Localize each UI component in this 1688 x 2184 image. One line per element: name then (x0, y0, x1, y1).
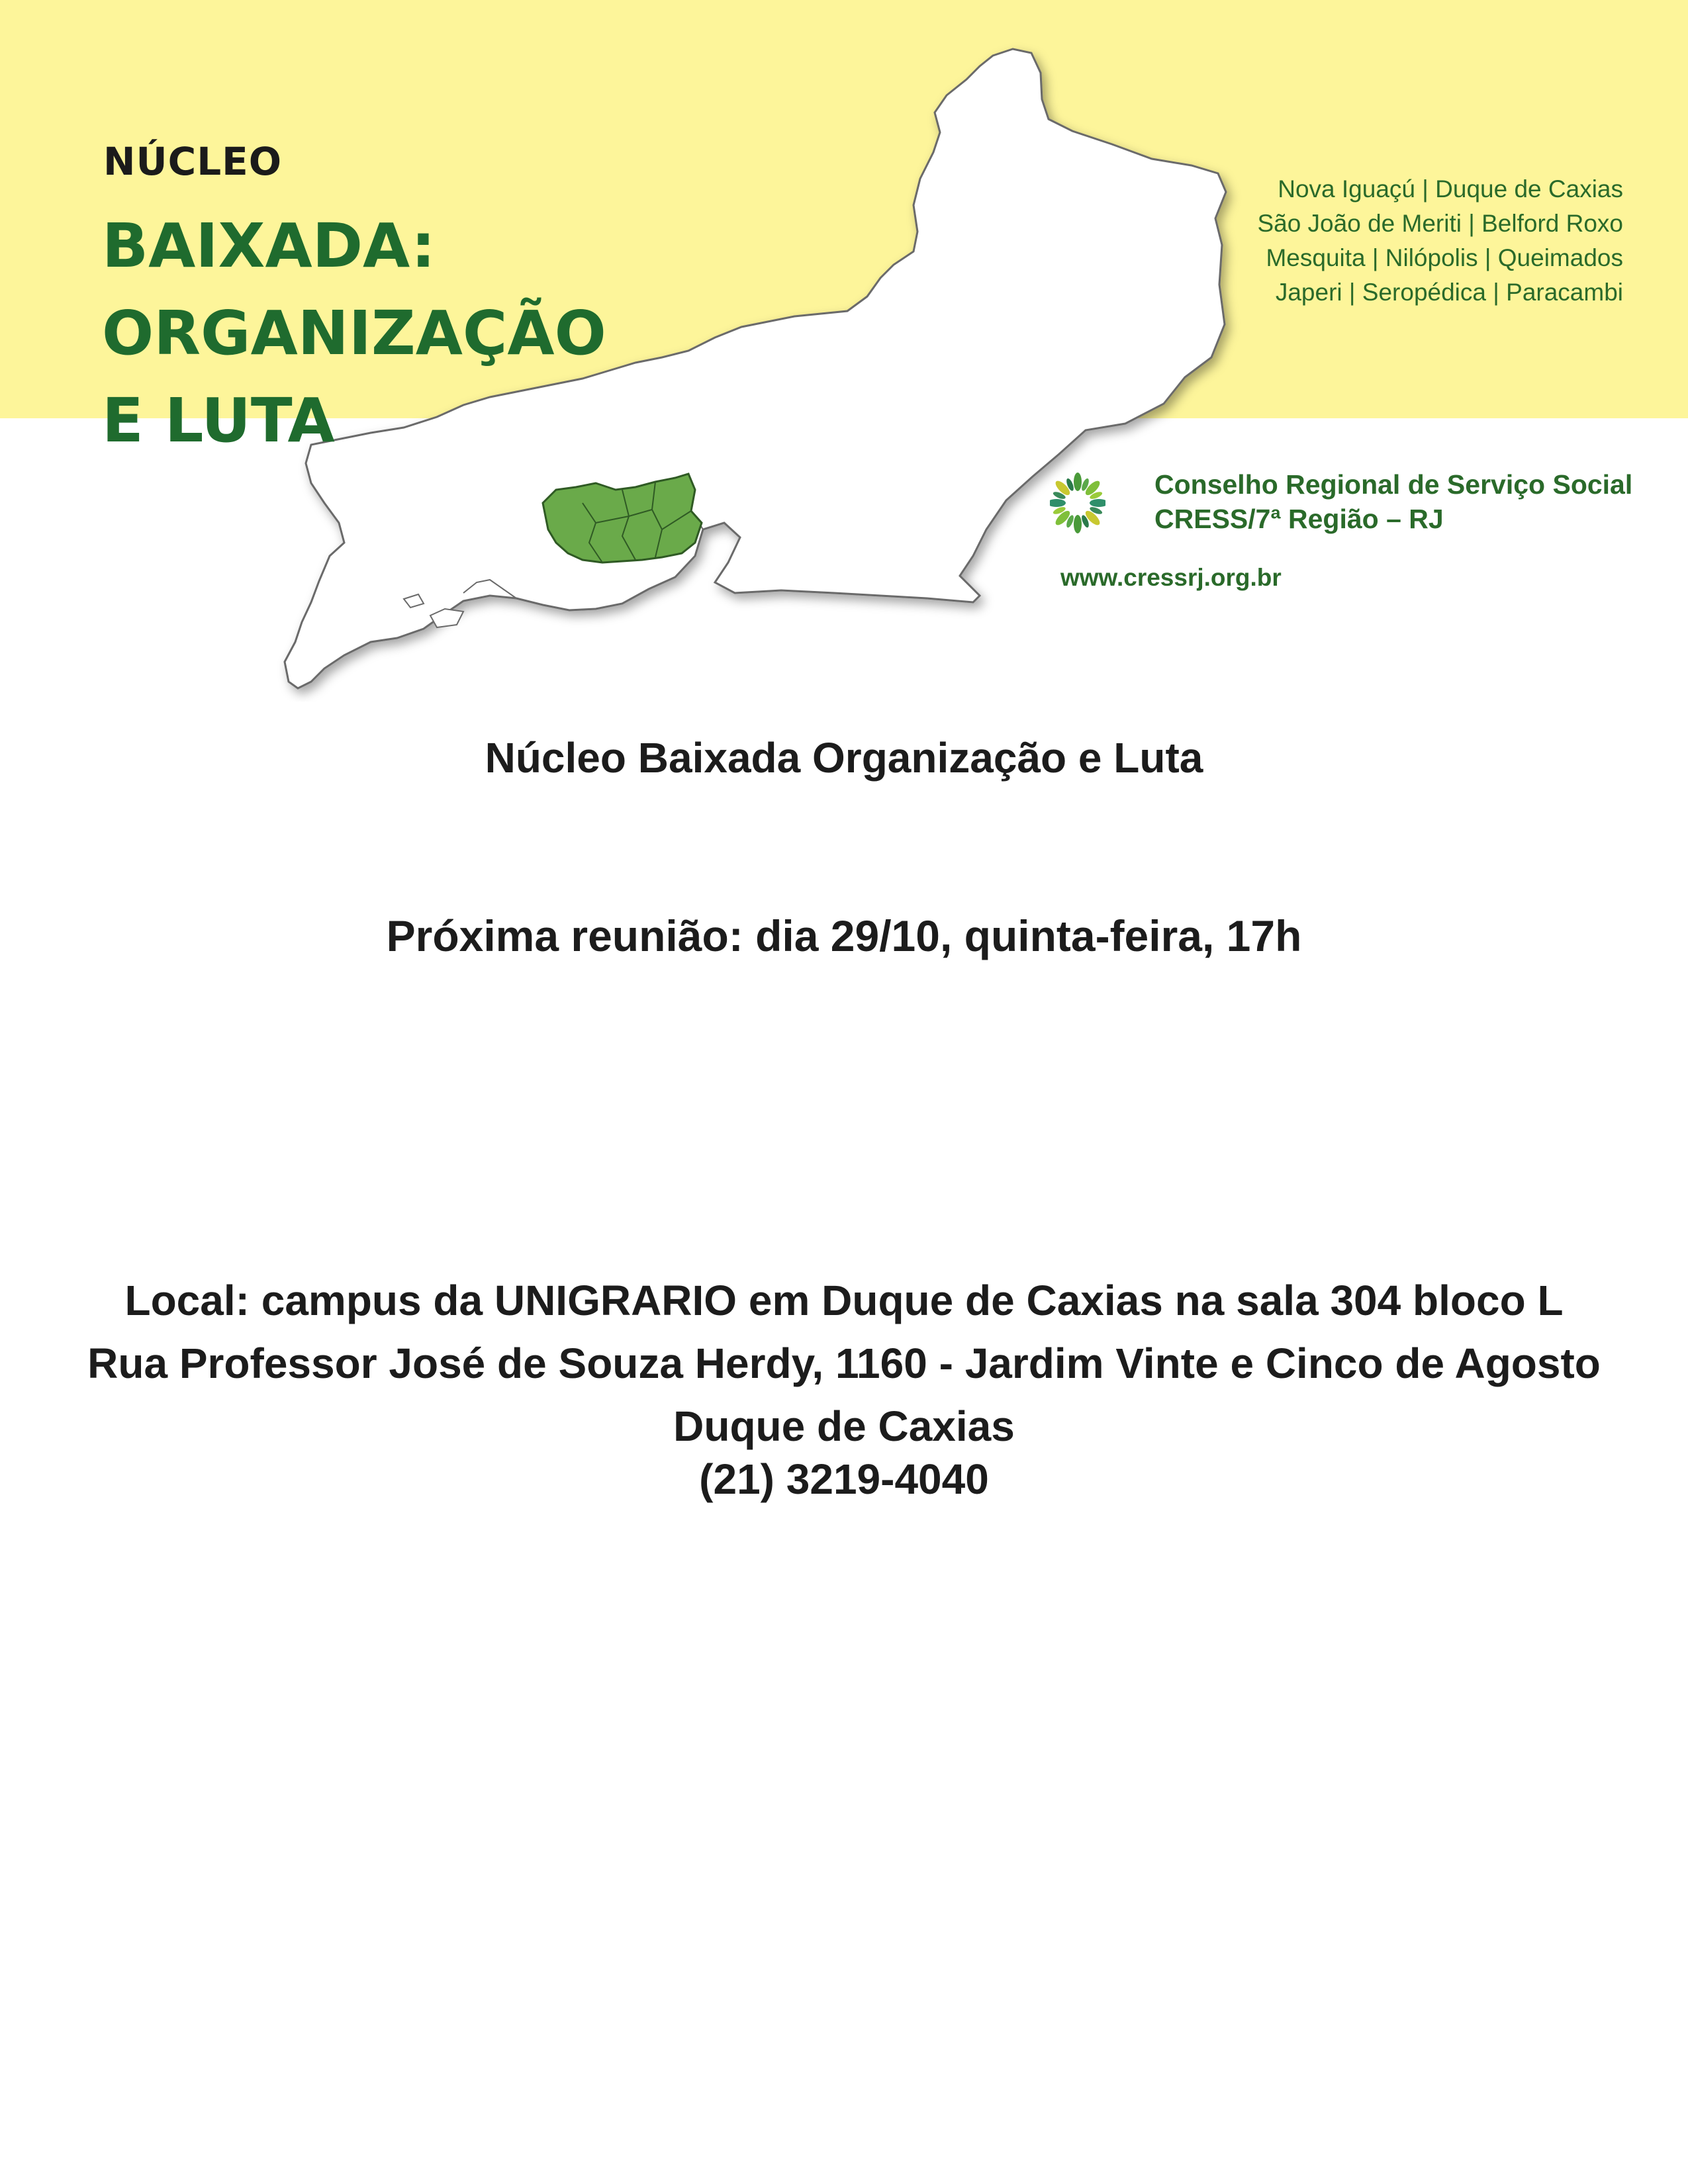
phone-text: (21) 3219-4040 (699, 1455, 989, 1503)
website-link[interactable]: www.cressrj.org.br (1060, 564, 1282, 591)
location-text: Local: campus da UNIGRARIO em Duque de Caxias na sala 304 bloco L (124, 1277, 1564, 1324)
cities-list (1120, 172, 1623, 310)
cities-line: Nova Iguaçú | Duque de Caxias (1278, 175, 1623, 203)
cities-line: São João de Meriti | Belford Roxo (1257, 210, 1623, 237)
org-name (1154, 467, 1684, 536)
city-text: Duque de Caxias (673, 1402, 1015, 1450)
address-text: Rua Professor José de Souza Herdy, 1160 - Jardim Vinte e Cinco de Agosto (87, 1340, 1601, 1387)
org-name-line-1: Conselho Regional de Serviço Social (1154, 469, 1633, 500)
cress-hands-logo-icon (1050, 455, 1105, 541)
org-name-line-2: CRESS/7ª Região – RJ (1154, 504, 1444, 534)
cities-line: Mesquita | Nilópolis | Queimados (1266, 244, 1623, 271)
banner-title-line-1: BAIXADA: ORGANIZAÇÃO (102, 210, 606, 369)
header-banner (0, 0, 1688, 702)
banner-title (102, 203, 896, 465)
nucleo-label: NÚCLEO (103, 139, 283, 184)
cities-line: Japeri | Seropédica | Paracambi (1275, 279, 1623, 306)
next-meeting-text: Próxima reunião: dia 29/10, quinta-feira, 17h (386, 911, 1302, 960)
page-heading: Núcleo Baixada Organização e Luta (485, 734, 1203, 782)
banner-title-line-2: E LUTA (102, 385, 335, 456)
